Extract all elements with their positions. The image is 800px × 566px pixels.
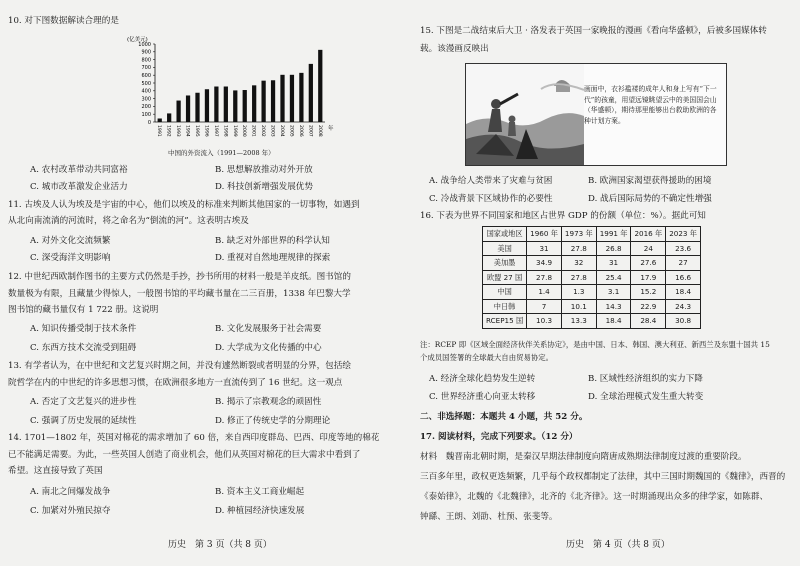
q13-option-d[interactable]: D. 修正了传统史学的分期理论 [215,416,331,426]
fdi-bar-chart [125,34,345,150]
q17-material-line-1: 材料 魏晋南北朝时期，是秦汉早期法律制度向隋唐成熟期法律制度过渡的重要阶段。 [420,452,747,462]
q10-option-b[interactable]: B. 思想解放推动对外开放 [215,165,313,175]
table-row [483,299,701,314]
question-12 [8,272,388,316]
table-cell: 27.8 [527,270,562,285]
table-row-label: 美加墨 [483,256,527,271]
q15-line-1: 15. 下图是二战结束后大卫 · 洛发表于英国一家晚报的漫画《看向华盛顿》，后被多国媒体转 [420,26,767,36]
bar [167,113,171,122]
question-17-stem: 17. 阅读材料，完成下列要求。（12 分） [420,432,578,442]
bar [214,87,218,122]
table-cell: 23.6 [666,241,701,256]
y-tick-label: 1000 [138,41,151,48]
table-cell: 18.4 [666,285,701,300]
x-tick-label: 2004 [279,125,284,137]
x-tick-label: 1994 [184,125,190,137]
table-row [483,241,701,256]
x-tick-label: 1999 [231,125,237,137]
y-tick-label: 900 [141,49,151,56]
x-tick-label: 1991 [156,125,162,137]
table-cell: 27.6 [631,256,666,271]
q15-option-d[interactable]: D. 战后国际局势的不确定性增强 [588,194,712,204]
question-10 [8,16,388,27]
x-tick-label: 2000 [241,125,247,137]
q10-option-c[interactable]: C. 城市改革激发企业活力 [30,182,128,192]
q10-option-d[interactable]: D. 科技创新增强发展优势 [215,182,313,192]
bar [299,73,303,122]
table-header-cell: 1960 年 [527,227,562,242]
x-tick-label: 2002 [260,125,266,137]
x-tick-label: 2007 [307,125,313,137]
bar [318,50,322,122]
table-header-cell: 1973 年 [561,227,596,242]
cartoon-drawing [466,64,584,165]
q16-option-c[interactable]: C. 世界经济重心向亚太转移 [429,392,536,402]
bar [290,75,294,122]
table-cell: 10.3 [527,314,562,329]
table-cell: 13.3 [561,314,596,329]
q14-option-a[interactable]: A. 南北之间爆发战争 [30,487,111,497]
q12-line-3: 图书馆的藏书量仅有 1 722 册。这说明 [8,305,159,316]
chart-caption: 中国的外资流入（1991—2008 年） [168,149,275,157]
q16-option-d[interactable]: D. 全球治理模式发生重大转变 [588,392,704,402]
table-row-label: RCEP15 国 [483,314,527,329]
table-row [483,285,701,300]
q15-option-a[interactable]: A. 战争给人类带来了灾难与贫困 [429,176,553,186]
section-2-heading: 二、非选择题：本题共 4 小题，共 52 分。 [420,412,588,422]
bar [309,64,313,122]
bar [243,90,247,122]
q11-line-2: 从北向南流淌的河流时，将之命名为“倒流的河”。这表明古埃及 [8,215,249,226]
x-tick-label: 1997 [212,125,218,137]
table-row [483,314,701,329]
bar [158,118,162,122]
table-header-cell: 国家或地区 [483,227,527,242]
table-row-label: 欧盟 27 国 [483,270,527,285]
x-tick-label: 2006 [297,125,303,137]
y-tick-label: 100 [141,112,151,118]
gdp-share-table [482,226,701,329]
cartoon-image [465,63,727,166]
q16-note-line-1: 注：RCEP 即《区域全面经济伙伴关系协定》，是由中国、日本、韩国、澳大利亚、新西兰及东盟十国共 15 [420,340,770,349]
table-cell: 17.9 [631,270,666,285]
table-cell: 1.4 [527,285,562,300]
x-axis-label: 年 [328,126,334,132]
y-tick-label: 400 [141,88,151,95]
y-tick-label: 200 [141,104,151,111]
y-tick-label: 0 [147,119,151,126]
x-tick-label: 1998 [222,125,228,137]
table-cell: 16.6 [666,270,701,285]
y-axis-label: (亿美元) [127,37,148,43]
table-cell: 15.2 [631,285,666,300]
x-tick-label: 1996 [203,125,209,137]
table-row [483,256,701,271]
question-15 [420,26,800,54]
x-tick-label: 2003 [269,125,275,137]
q14-line-2: 已不能满足需要。为此，一些英国人创造了商业机会，他们从英国对棉花的巨大需求中看到了 [8,449,361,460]
bar [261,81,265,122]
q16-note-line-2: 个成员国签署的全球最大自由贸易协定。 [420,353,554,362]
q17-material-line-2: 三百多年里，政权更迭频繁，几乎每个政权都制定了法律，其中三国时期魏国的《魏律》，西晋的 [420,472,786,482]
table-cell: 27.8 [561,270,596,285]
bar [252,85,256,122]
x-tick-label: 1993 [175,125,181,137]
question-11 [8,200,388,226]
table-row-label: 中日韩 [483,299,527,314]
q11-line-1: 11. 古埃及人认为埃及是宇宙的中心，他们以埃及的标准来判断其他国家的一切事物，如遇到 [8,200,360,210]
q11-option-c[interactable]: C. 深受海洋文明影响 [30,253,111,263]
q14-line-3: 希望。这直接导致了英国 [8,466,103,477]
bar [280,75,284,122]
question-16-stem: 16. 下表为世界不同国家和地区占世界 GDP 的份额（单位：%）。据此可知 [420,211,706,221]
q14-option-c[interactable]: C. 加紧对外殖民掠夺 [30,506,111,516]
table-cell: 18.4 [596,314,631,329]
table-cell: 25.4 [596,270,631,285]
q13-option-c[interactable]: C. 强调了历史发展的延续性 [30,416,137,426]
q13-option-b[interactable]: B. 揭示了宗教观念的顽固性 [215,397,322,407]
y-tick-label: 300 [141,96,151,103]
x-tick-label: 2008 [316,125,322,137]
table-cell: 28.4 [631,314,666,329]
table-row [483,270,701,285]
table-cell: 24.3 [666,299,701,314]
bar [271,80,275,122]
question-10-stem: 10. 对下图数据解读合理的是 [8,16,119,26]
x-tick-label: 2001 [250,125,256,137]
table-cell: 27 [666,256,701,271]
table-header-cell: 2023 年 [666,227,701,242]
q16-option-a[interactable]: A. 经济全球化趋势发生逆转 [429,374,536,384]
page-footer-right: 历史 第 4 页（共 8 页） [566,540,670,550]
q14-option-b[interactable]: B. 资本主义工商业崛起 [215,487,305,497]
table-header-row [483,227,701,242]
bar [195,93,199,122]
q17-material-line-3: 《泰始律》，北魏的《北魏律》，北齐的《北齐律》。这一时期涌现出众多的律学家，如陈群、 [420,492,769,502]
q15-option-c[interactable]: C. 冷战背景下区域协作的必要性 [429,194,553,204]
cartoon-caption: 画面中，衣衫褴褛的成年人和身上写有“下一代”的孩童，用望远镜眺望云中的美国国会山（华盛顿），期待那里能够出台救助欧洲的各种计划方案。 [584,85,717,125]
table-cell: 31 [596,256,631,271]
table-row-label: 中国 [483,285,527,300]
table-cell: 32 [561,256,596,271]
question-14 [8,433,388,477]
table-cell: 14.3 [596,299,631,314]
q12-line-2: 数量极为有限，且藏量少得惊人，一般图书馆的平均藏书量在二三百册，1338 年巴黎大学 [8,288,351,299]
q10-option-a[interactable]: A. 农村改革带动共同富裕 [30,165,128,175]
y-tick-label: 800 [141,57,151,64]
q12-option-a[interactable]: A. 知识传播受制于技术条件 [30,324,137,334]
bar [186,95,190,122]
x-tick-label: 1995 [194,125,199,137]
q13-line-2: 院哲学在内的中世纪的许多思想习惯，在欧洲很多地方一直流传到了 16 世纪。这一观点 [8,377,343,388]
q11-option-a[interactable]: A. 对外文化交流频繁 [30,236,111,246]
table-cell: 31 [527,241,562,256]
table-header-cell: 2016 年 [631,227,666,242]
table-cell: 7 [527,299,562,314]
y-tick-label: 700 [141,65,151,72]
q13-line-1: 13. 有学者认为，在中世纪和文艺复兴时期之间，并没有遽然断裂或者明显的分界，包括绘 [8,361,351,371]
q13-option-a[interactable]: A. 否定了文艺复兴的进步性 [30,397,137,407]
y-tick-label: 500 [141,80,151,87]
table-cell: 1.3 [561,285,596,300]
q17-material-line-4: 钟繇、王朗、刘劭、杜预、张斐等。 [420,512,558,522]
x-tick-label: 2005 [288,125,294,137]
table-header-cell: 1991 年 [596,227,631,242]
table-cell: 27.8 [561,241,596,256]
y-tick-label: 600 [141,73,151,79]
q12-option-c[interactable]: C. 东西方技术交流受到阻碍 [30,343,137,353]
q12-option-d[interactable]: D. 大学成为文化传播的中心 [215,343,322,353]
q14-option-d[interactable]: D. 种植园经济快速发展 [215,506,305,516]
bar [224,87,228,122]
bar [233,90,237,122]
table-cell: 3.1 [596,285,631,300]
q12-option-b[interactable]: B. 文化发展服务于社会需要 [215,324,322,334]
table-row-label: 美国 [483,241,527,256]
q16-option-b[interactable]: B. 区域性经济组织的实力下降 [588,374,703,384]
table-cell: 24 [631,241,666,256]
question-13 [8,361,388,388]
q14-line-1: 14. 1701—1802 年，英国对棉花的需求增加了 60 倍，来自西印度群岛、巴西、印度等地的棉花 [8,433,380,443]
table-cell: 26.8 [596,241,631,256]
q11-option-b[interactable]: B. 缺乏对外部世界的科学认知 [215,236,330,246]
q11-option-d[interactable]: D. 重视对自然地理规律的探索 [215,253,331,263]
bar [205,89,209,122]
q12-line-1: 12. 中世纪西欧制作图书的主要方式仍然是手抄，抄书所用的材料一般是羊皮纸。图书馆的 [8,272,351,282]
q15-option-b[interactable]: B. 欧洲国家渴望获得援助的困境 [588,176,712,186]
table-cell: 10.1 [561,299,596,314]
bar [176,101,180,122]
x-tick-label: 1992 [165,125,171,137]
table-cell: 30.8 [666,314,701,329]
table-cell: 22.9 [631,299,666,314]
table-cell: 34.9 [527,256,562,271]
q15-line-2: 载。该漫画反映出 [420,43,489,54]
page-footer-left: 历史 第 3 页（共 8 页） [168,540,272,550]
